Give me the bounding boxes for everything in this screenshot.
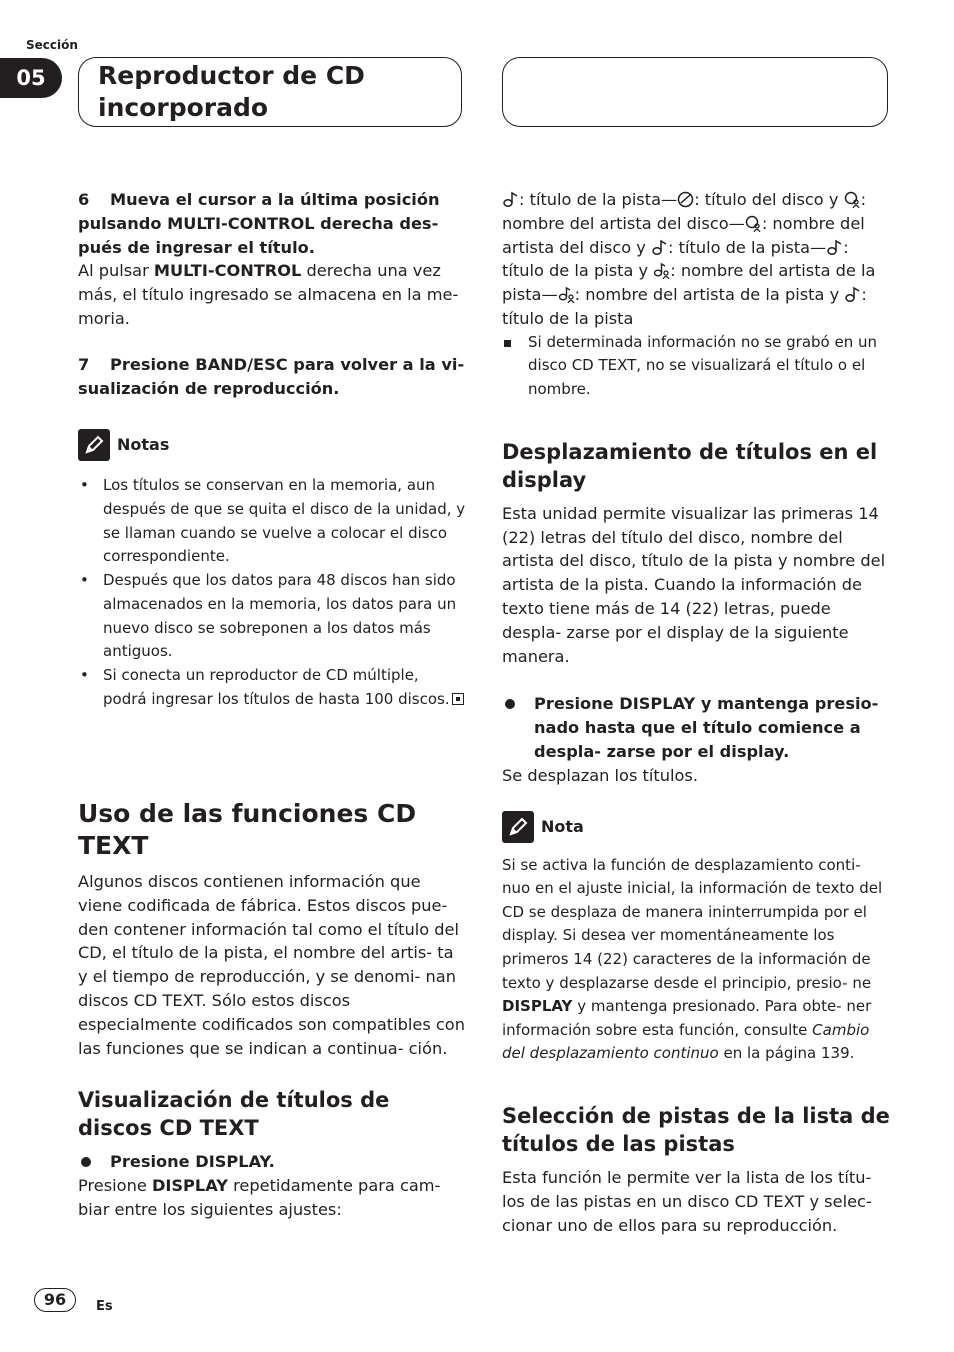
text: repetidamente para cam- biar entre los siguientes ajustes: [78,1176,441,1219]
track-title-icon [502,191,519,208]
step-7 [78,353,466,401]
text: : nombre del artista de la pista— [502,261,876,305]
track-artist-icon [653,262,670,279]
square-bullet-icon [504,340,511,347]
button-ref: MULTI-CONTROL [153,261,302,281]
text: derecha una vez más, el título ingresado se almacena en la me- moria. [78,261,459,328]
intro-paragraph: Algunos discos contienen información que viene codificada de fábrica. Estos discos pue- den contener información tal como el título del CD, el título de la pista, el nombre del artis- ta y el tiempo de reproducción, y se denomi- nan discos CD TEXT. Sólo estos discos especialmente codificados son compatibles con las funciones que se indican a continua- ción. [78,872,465,1058]
button-ref: DISPLAY [502,997,573,1016]
text: y mantenga presionado. Para obte- ner información sobre esta función, consulte [502,997,872,1039]
text: Si conecta un reproductor de CD múltiple, podrá ingresar los títulos de hasta 100 discos. [103,666,450,708]
text: en la página 139. [718,1044,855,1063]
note-header [502,810,890,844]
press-display-hold-step [502,692,890,763]
track-title-icon [826,239,843,256]
section-number: 05 [0,58,62,98]
left-column [78,188,466,711]
step-title: Presione DISPLAY y mantenga presio- nado hasta que el título comience a despla- zarse por el display. [534,694,879,762]
page-title: Reproductor de CD incorporado [98,61,365,122]
text: Si se activa la función de desplazamiento conti- nuo en el ajuste inicial, la información de texto del CD se desplaza de manera ininterrumpida por el display. Si desea ver momentáneamente los primeros 14 (22) caracteres de la información de texto y desplazarse desde el principio, presio- ne [502,855,883,992]
text: : título del disco y [694,190,844,209]
notes-label: Notas [117,435,170,455]
cross-reference: Cambio del desplazamiento continuo [502,1020,870,1063]
text: : título de la pista [502,285,867,328]
right-column [502,188,890,1237]
scroll-paragraph: Esta unidad permite visualizar las primeras 14 (22) letras del título del disco, nombre del artista del disco, título de la pista y nombre del artista de la pista. Cuando la información de texto tiene más de 14 (22) letras, puede despla- zarse por el display de la siguiente manera. [502,503,886,666]
step-number: 7 [78,354,90,374]
subsection-heading: Desplazamiento de títulos en el display [502,439,878,492]
list-item: • Los títulos se conservan en la memoria, aun después de que se quita el disco de la unidad, y se llaman cuando se vuelve a colocar el disco correspondiente. [78,474,466,569]
cd-text-section [78,798,466,1222]
section-label: Sección [26,38,78,52]
text: Si determinada información no se grabó en un disco CD TEXT, no se visualizará el título o el nombre. [528,332,878,399]
bullet-icon [505,699,515,709]
step-number: 6 [78,190,90,209]
track-title-icon [651,239,668,256]
pencil-icon [502,811,534,843]
text: : nombre del artista del disco y [502,213,865,257]
text: : título de la pista— [668,237,827,257]
text: : nombre del artista de la pista y [574,285,845,305]
step-6-body [78,259,466,330]
display-sequence [502,188,890,331]
language-code: Es [96,1299,113,1314]
track-artist-icon [558,286,575,303]
step-title: Presione DISPLAY. [110,1152,275,1172]
track-list-paragraph: Esta función le permite ver la lista de los títu- los de las pistas en un disco CD TEXT y selec- cionar uno de ellos para su reproducción. [502,1168,872,1235]
notes-list [78,474,466,711]
step-title: Mueva el cursor a la última posición pulsando MULTI-CONTROL derecha des- pués de ingresar el título. [78,190,440,257]
press-result: Se desplazan los títulos. [502,765,698,785]
page-number: 96 [34,1288,76,1312]
note-body [502,854,890,1066]
disc-artist-icon [844,191,861,208]
subsection-heading: Selección de pistas de la lista de títulos de las pistas [502,1104,890,1156]
text: Presione [78,1176,152,1196]
text: : título de la pista y [502,237,849,281]
disc-artist-icon [745,215,762,232]
text: : nombre del artista del disco— [502,190,867,233]
step-title: Presione BAND/ESC para volver a la vi- sualización de reproducción. [78,354,465,398]
press-display-step [78,1150,466,1174]
button-ref: DISPLAY [151,1176,228,1196]
end-mark-icon [452,693,464,705]
press-display-body [78,1174,466,1222]
cd-text-note [502,331,890,402]
list-item: • Después que los datos para 48 discos han sido almacenados en la memoria, los datos para un nuevo disco se sobreponen a los datos más antiguos. [78,569,466,664]
subsection-heading: Visualización de títulos de discos CD TEXT [78,1088,390,1141]
section-heading: Uso de las funciones CD TEXT [78,799,417,860]
disc-title-icon [677,191,694,208]
bullet-icon [81,1157,91,1167]
text: : título de la pista— [519,190,678,209]
notes-header [78,428,466,462]
text: Al pulsar [78,261,154,281]
note-label: Nota [541,816,584,836]
header-box-empty [502,57,888,127]
step-6 [78,188,466,259]
list-item [78,664,466,711]
track-title-icon [844,286,861,303]
pencil-icon [78,429,110,461]
